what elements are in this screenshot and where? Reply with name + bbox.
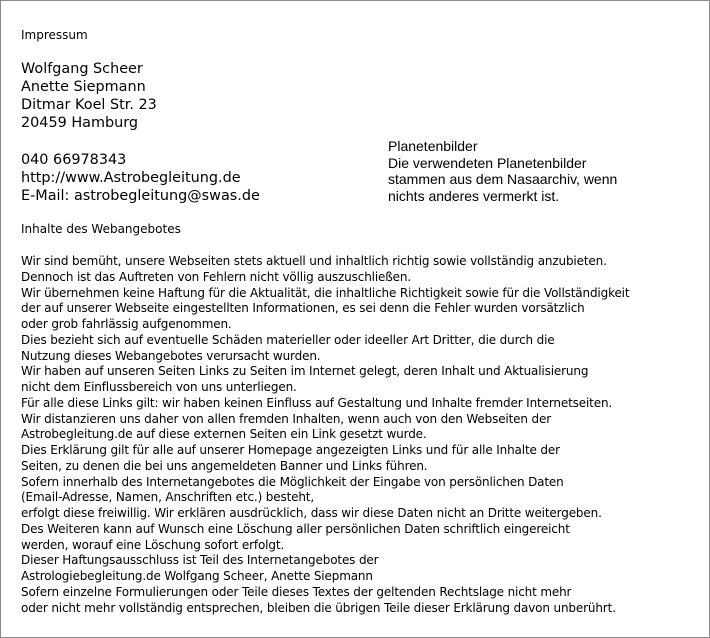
disclaimer-line: Dies bezieht sich auf eventuelle Schäden materieller oder ideeller Art Dritter, die durch die [21,332,555,347]
disclaimer-line: Wir sind bemüht, unsere Webseiten stets aktuell und inhaltlich richtig sowie vollständig anzubieten. [21,254,607,268]
disclaimer-line: Seiten, zu denen die bei uns angemeldeten Banner und Links führen. [21,458,428,473]
disclaimer-line: Dies Erklärung gilt für alle auf unserer Homepage angezeigten Links und für alle Inhalte der [21,443,560,457]
disclaimer-line: Astrobegleitung.de auf diese externen Seiten ein Link gesetzt wurde. [21,427,427,442]
planet-note-line: nichts anderes vermerkt ist. [388,187,560,204]
disclaimer-line: Astrologiebegleitung.de Wolfgang Scheer, Anette Siepmann [21,569,373,583]
disclaimer-line: Sofern einzelne Formulierungen oder Teile dieses Textes der geltenden Rechtslage nicht mehr [21,584,572,599]
planet-note-line: Die verwendeten Planetenbilder [388,154,587,171]
disclaimer-line: Dennoch ist das Auftreten von Fehlern nicht völlig auszuschließen. [21,269,412,284]
address-line: Wolfgang Scheer [21,61,143,77]
address-line: Ditmar Koel Str. 23 [21,97,157,113]
disclaimer-line: der auf unserer Webseite eingestellten Informationen, es sei denn die Fehler wurden vorsätzlich [21,301,585,316]
phone-number: 040 66978343 [21,152,127,168]
disclaimer-line: Nutzung dieses Webangebotes verursacht wurden. [21,348,321,363]
disclaimer-line: werden, worauf eine Löschung sofort erfolgt. [21,537,285,552]
disclaimer-line: Wir haben auf unseren Seiten Links zu Seiten im Internet gelegt, deren Inhalt und Aktualisierung [21,364,589,379]
disclaimer-text [21,254,629,616]
disclaimer-line: Für alle diese Links gilt: wir haben keinen Einfluss auf Gestaltung und Inhalte fremder Internetseiten. [21,395,613,410]
disclaimer-line: Wir übernehmen keine Haftung für die Aktualität, die inhaltliche Richtigkeit sowie für die Vollständigkeit [21,285,630,300]
address-line: Anette Siepmann [21,79,146,95]
planet-note-line: Planetenbilder [388,138,478,154]
disclaimer-line: Sofern innerhalb des Internetangebotes die Möglichkeit der Eingabe von persönlichen Daten [21,474,564,489]
disclaimer-line: oder nicht mehr vollständig entsprechen, bleiben die übrigen Teile dieser Erklärung davon unberührt. [21,600,616,615]
disclaimer-line: oder grob fahrlässig aufgenommen. [21,317,232,331]
disclaimer-line: erfolgt diese freiwillig. Wir erklären ausdrücklich, dass wir diese Daten nicht an Dritte weitergeben. [21,506,602,520]
disclaimer-line: Dieser Haftungsausschluss ist Teil des Internetangebotes der [21,553,379,568]
address-line: 20459 Hamburg [21,115,139,131]
imprint-label: Impressum [21,28,88,42]
disclaimer-line: Des Weiteren kann auf Wunsch eine Löschung aller persönlichen Daten schriftlich eingereicht [21,521,570,536]
website-link[interactable]: http://www.Astrobegleitung.de [21,170,241,186]
contact-block [21,151,260,205]
email-link[interactable]: E-Mail: astrobegleitung@swas.de [21,188,260,204]
planet-images-note [388,138,617,204]
content-heading: Inhalte des Webangebotes [21,222,181,236]
address-block [21,60,157,132]
disclaimer-line: (Email-Adresse, Namen, Anschriften etc.) besteht, [21,490,315,505]
disclaimer-line: Wir distanzieren uns daher von allen fremden Inhalten, wenn auch von den Webseiten der [21,411,552,426]
disclaimer-line: nicht dem Einflussbereich von uns unterliegen. [21,380,297,394]
planet-note-line: stammen aus dem Nasaarchiv, wenn [388,171,618,187]
